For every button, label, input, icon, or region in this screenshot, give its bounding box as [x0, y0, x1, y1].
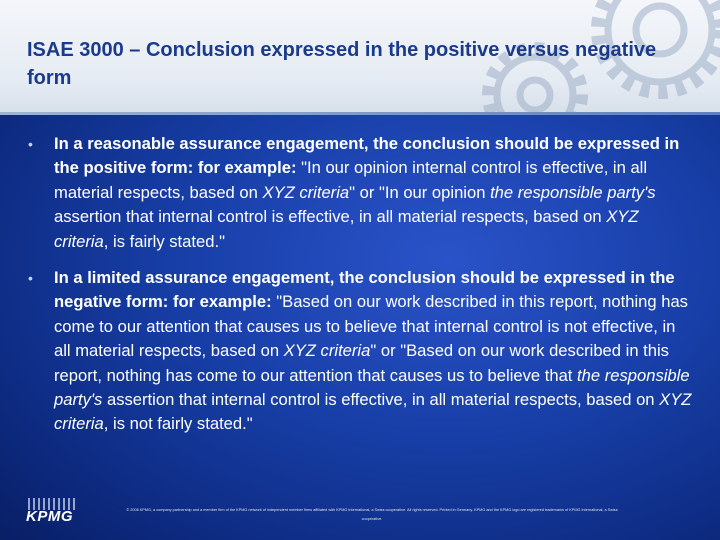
bullet-italic: the responsible party's	[54, 365, 690, 410]
bullet-limited-assurance	[28, 266, 693, 437]
kpmg-logo	[24, 498, 94, 528]
footer-copyright: © 2008 KPMG, a company partnership and a member firm of the KPMG network of independent member firms affiliated with KPMG International, a Swiss cooperative. All rights reserved. Printed in Germany. KPMG and the KPMG logo are registered trademarks of KPMG International, a Swiss cooperative.	[126, 508, 618, 521]
bullet-text: assertion that internal control is effective, in all material respects, based on	[54, 207, 607, 227]
bullet-italic: XYZ criteria	[262, 182, 350, 202]
bullet-text: , is fairly stated."	[103, 231, 225, 251]
bullet-reasonable-assurance	[28, 132, 693, 254]
bullet-italic: XYZ criteria	[54, 207, 639, 251]
bullet-lead: In a reasonable assurance engagement, the conclusion should be expressed in the positive form: for example:	[54, 134, 680, 178]
bullet-text: assertion that internal control is effective, in all material respects, based on	[102, 390, 660, 410]
bullet-text: " or "In our opinion	[349, 182, 491, 202]
bullet-text: "In our opinion internal control is effective, in all material respects, based on	[54, 158, 648, 202]
bullet-text: , is not fairly stated."	[103, 414, 253, 434]
title-bar	[0, 0, 720, 112]
bullet-text: " or "Based on our work described in this report, nothing has come to our attention that causes us to believe that	[54, 341, 669, 385]
logo-text: KPMG	[26, 508, 73, 525]
bullet-list	[28, 132, 693, 449]
bullet-italic: XYZ criteria	[54, 390, 692, 434]
slide-title: ISAE 3000 – Conclusion expressed in the positive versus negative form	[27, 39, 657, 89]
bullet-lead: In a limited assurance engagement, the conclusion should be expressed in the negative form: for example:	[54, 268, 675, 312]
bullet-dot-icon: •	[28, 270, 33, 287]
bullet-italic: the responsible party's	[490, 182, 656, 202]
bullet-italic: XYZ criteria	[283, 341, 371, 361]
bullet-text: "Based on our work described in this report, nothing has come to our attention that causes us to believe that internal control is not effective, in all material respects, based on	[54, 292, 688, 361]
bullet-dot-icon: •	[28, 136, 33, 152]
title-divider	[0, 112, 720, 115]
